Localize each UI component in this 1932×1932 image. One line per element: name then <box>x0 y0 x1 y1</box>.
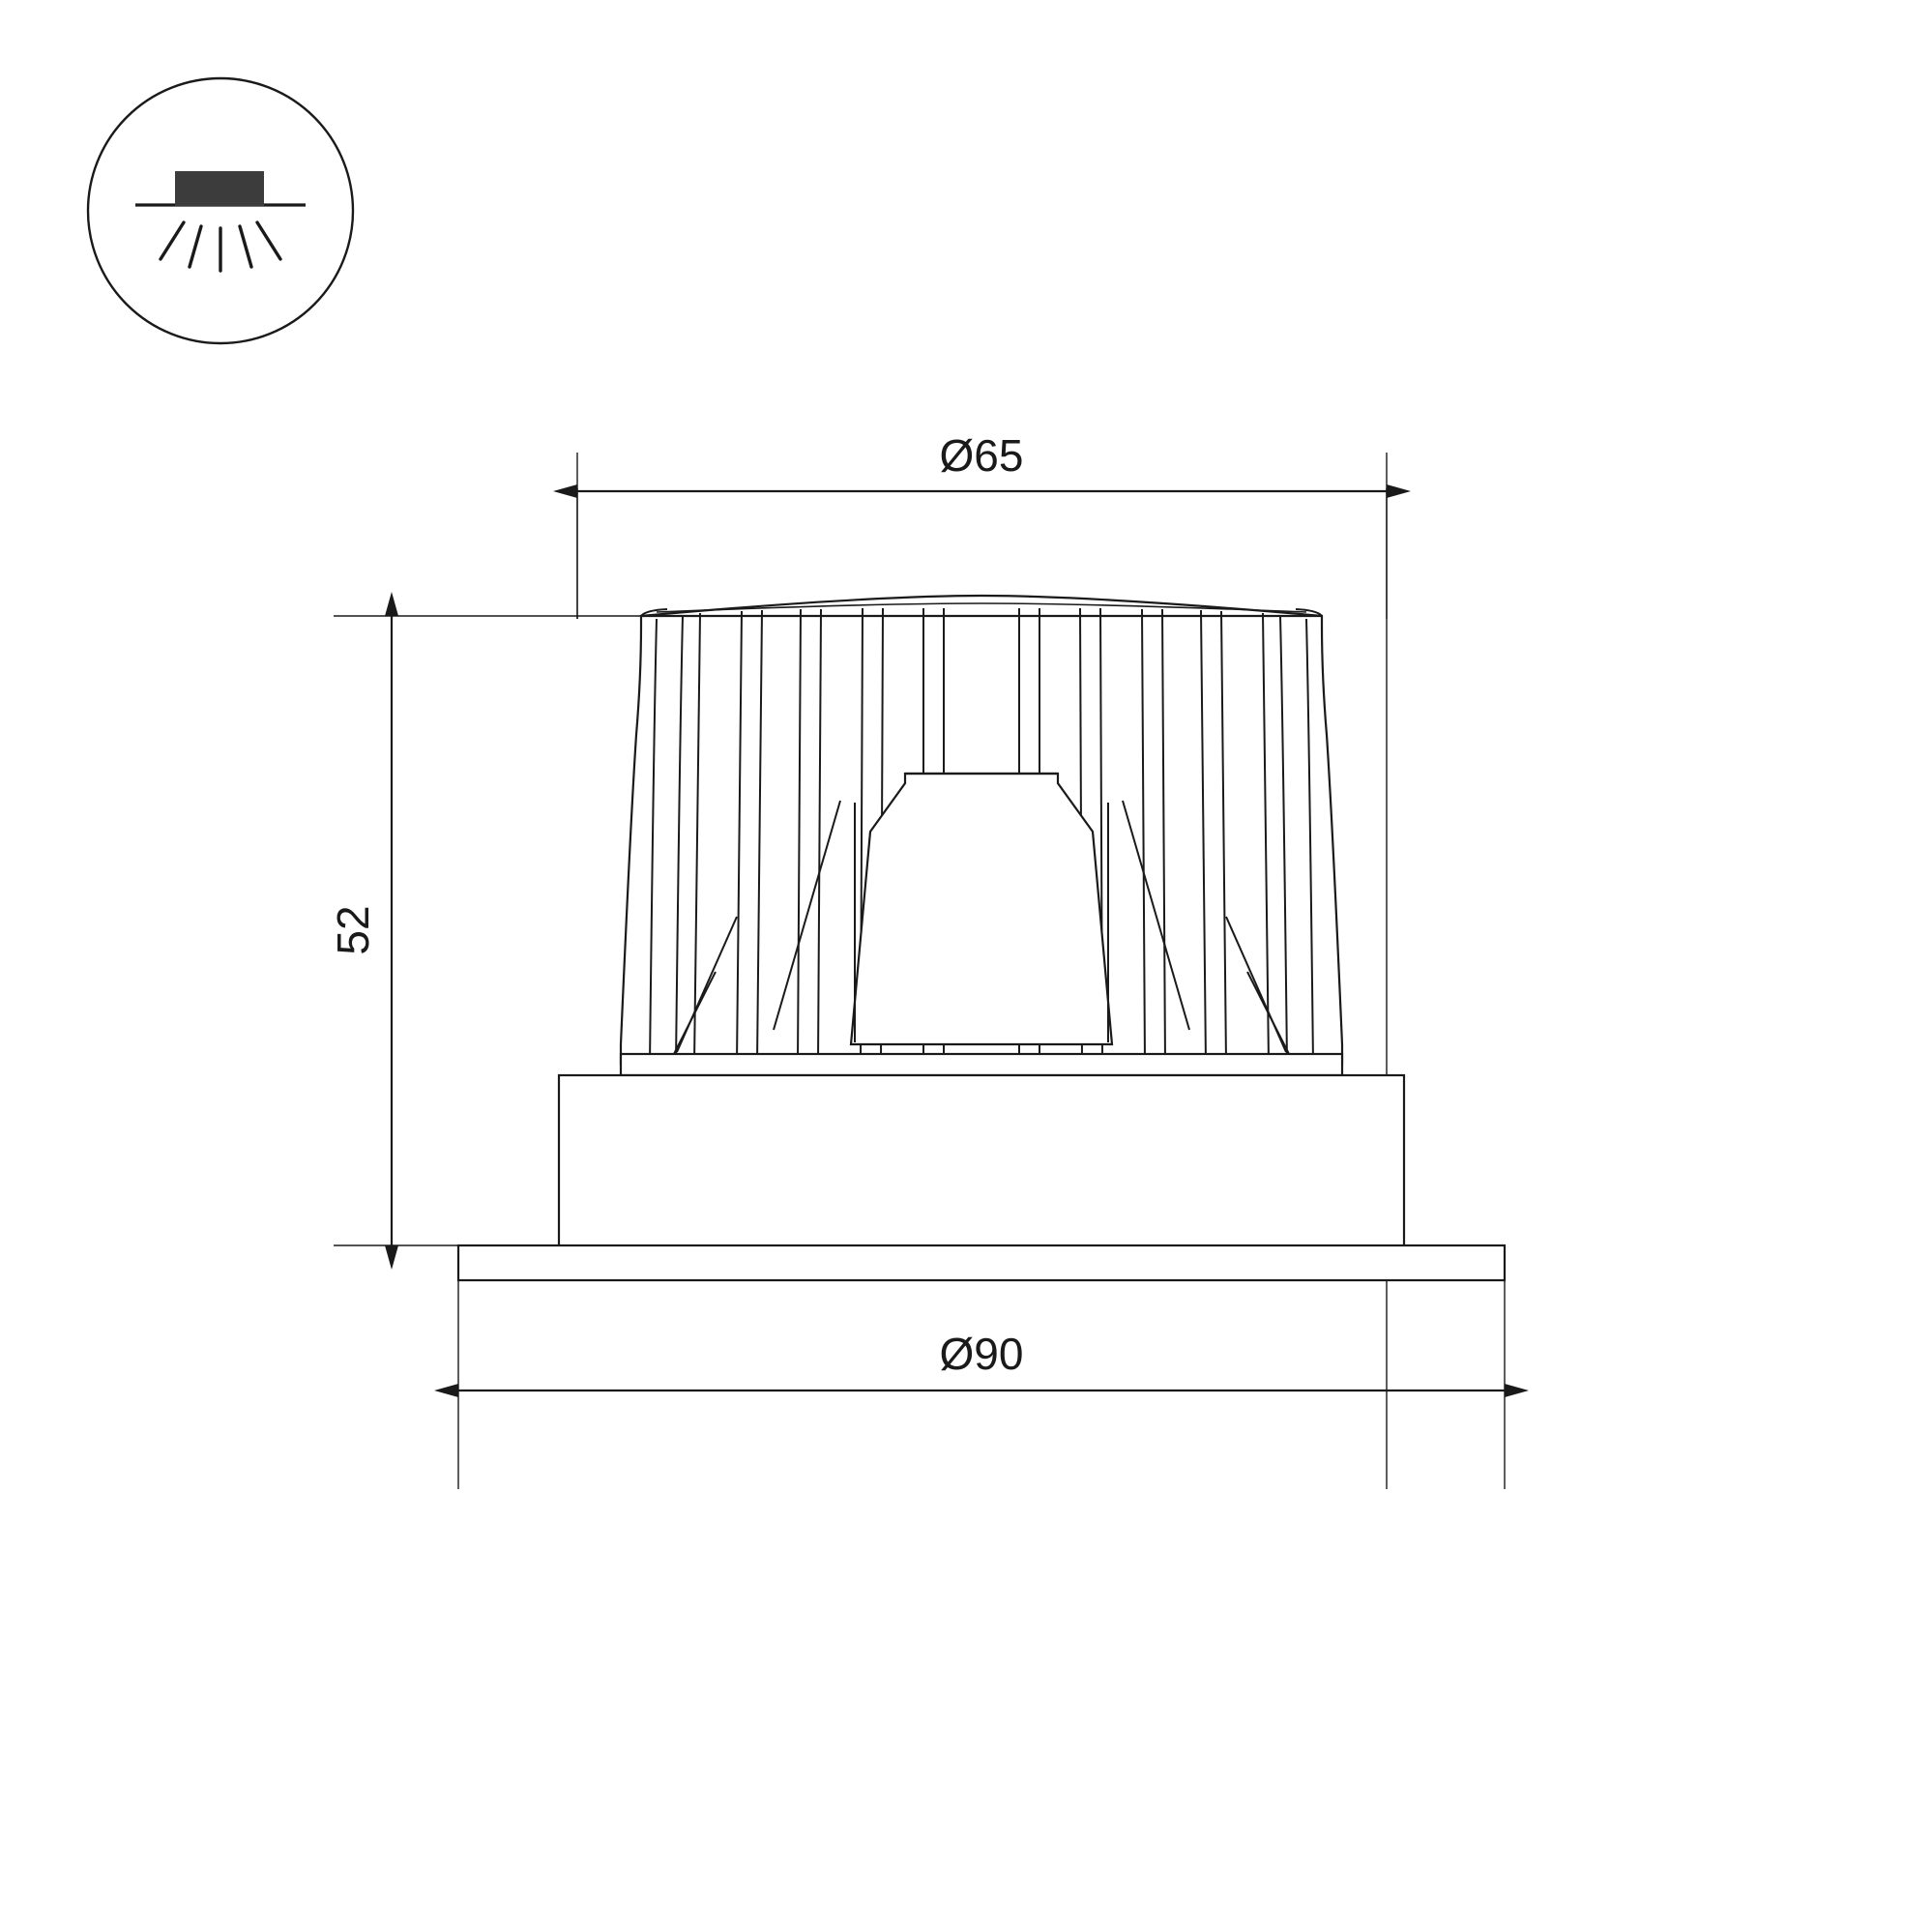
trim-flange <box>458 1245 1505 1280</box>
dimension-flange-diameter <box>458 1329 1505 1390</box>
heatsink-base-plate <box>621 1054 1342 1075</box>
heatsink-top-arc-inner <box>657 603 1306 612</box>
symbol-circle-outline <box>88 78 353 343</box>
dimension-height <box>328 616 392 1245</box>
dimension-top-diameter <box>577 430 1387 491</box>
symbol-fixture-body <box>176 172 263 205</box>
dimension-label-flange-diameter: Ø90 <box>939 1329 1024 1379</box>
dimension-label-top-diameter: Ø65 <box>939 430 1024 481</box>
dimension-label-height: 52 <box>328 905 378 955</box>
inner-reflector-cone <box>851 774 1112 1044</box>
housing-body <box>559 1075 1404 1251</box>
heatsink-top-arc <box>641 596 1322 616</box>
product-section-view <box>458 596 1505 1280</box>
ceiling-downlight-symbol <box>88 78 353 343</box>
